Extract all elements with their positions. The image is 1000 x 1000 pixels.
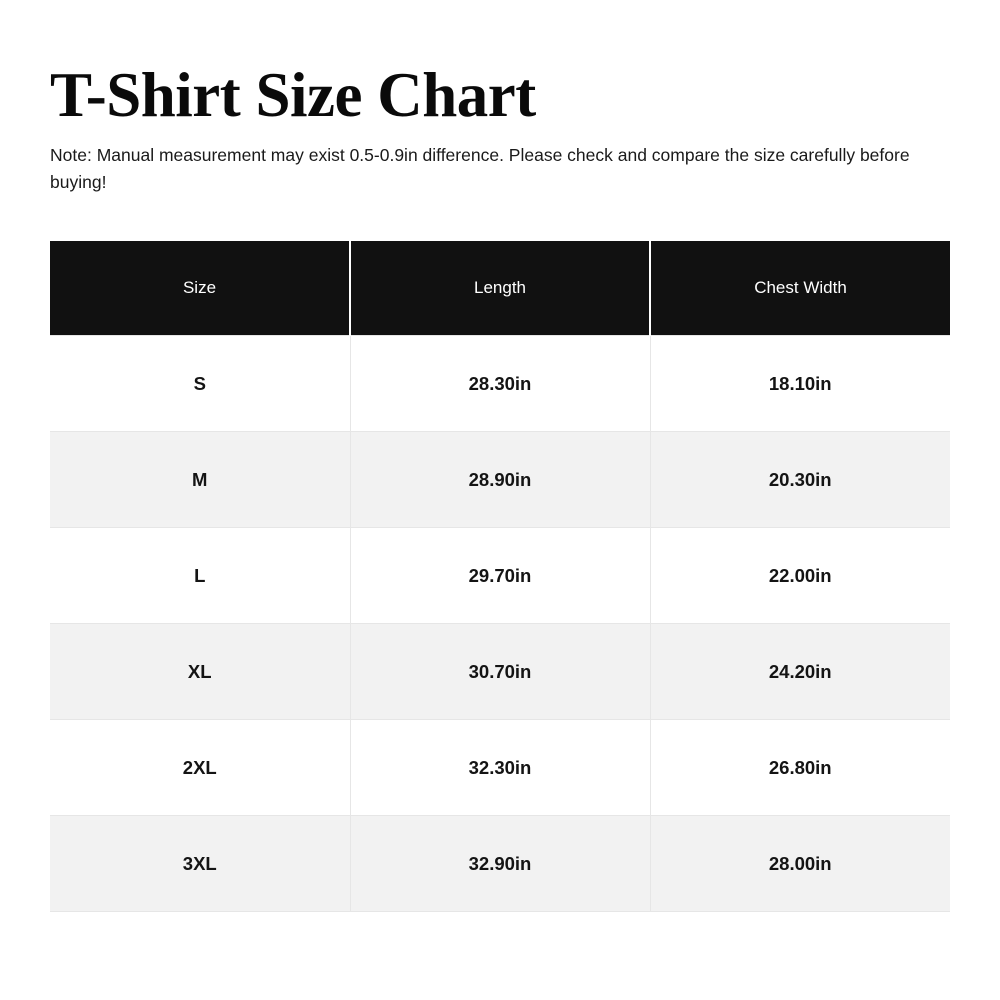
table-row xyxy=(50,624,950,720)
column-header-length: Length xyxy=(350,241,650,336)
cell-length: 32.90in xyxy=(350,816,650,912)
table-header xyxy=(50,241,950,336)
cell-size: L xyxy=(50,528,350,624)
measurement-note: Note: Manual measurement may exist 0.5-0.9in difference. Please check and compare the size carefully before buying! xyxy=(50,145,910,193)
cell-size: M xyxy=(50,432,350,528)
table-body xyxy=(50,336,950,912)
cell-length: 28.30in xyxy=(350,336,650,432)
size-chart-table-wrapper xyxy=(50,241,950,912)
cell-chest-width: 22.00in xyxy=(650,528,950,624)
size-chart-table xyxy=(50,241,950,912)
cell-length: 28.90in xyxy=(350,432,650,528)
table-row xyxy=(50,336,950,432)
table-row xyxy=(50,432,950,528)
cell-chest-width: 26.80in xyxy=(650,720,950,816)
cell-size: 2XL xyxy=(50,720,350,816)
page-title: T-Shirt Size Chart xyxy=(50,60,536,130)
cell-size: 3XL xyxy=(50,816,350,912)
cell-length: 30.70in xyxy=(350,624,650,720)
cell-chest-width: 24.20in xyxy=(650,624,950,720)
cell-chest-width: 28.00in xyxy=(650,816,950,912)
column-header-chest-width: Chest Width xyxy=(650,241,950,336)
table-row xyxy=(50,816,950,912)
cell-chest-width: 20.30in xyxy=(650,432,950,528)
cell-size: XL xyxy=(50,624,350,720)
table-header-row xyxy=(50,241,950,336)
table-row xyxy=(50,528,950,624)
cell-chest-width: 18.10in xyxy=(650,336,950,432)
cell-length: 32.30in xyxy=(350,720,650,816)
column-header-size: Size xyxy=(50,241,350,336)
table-row xyxy=(50,720,950,816)
cell-length: 29.70in xyxy=(350,528,650,624)
cell-size: S xyxy=(50,336,350,432)
